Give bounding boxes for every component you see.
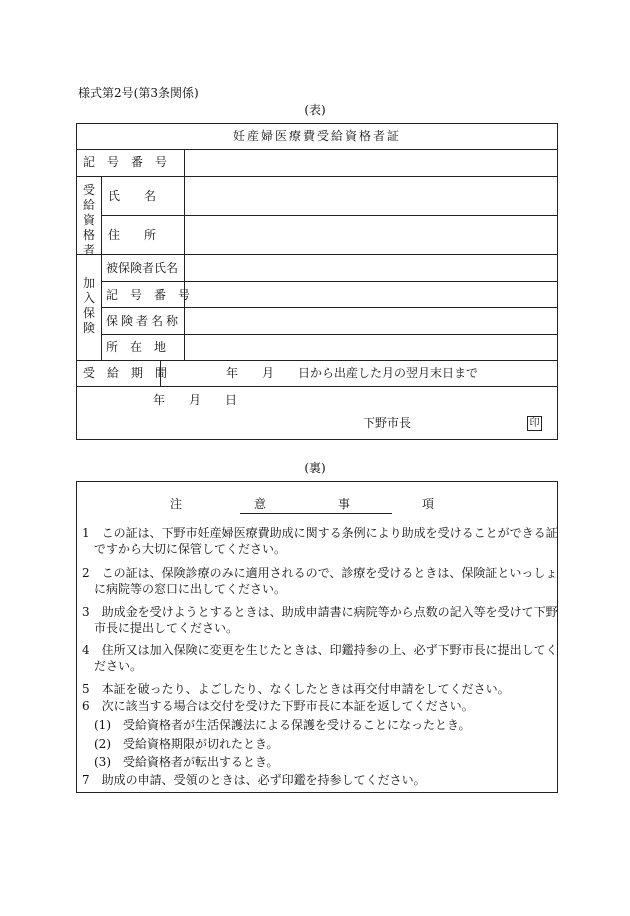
note-line: 7 助成の申請、受領のときは、必ず印鑑を持参してください。 (82, 773, 426, 787)
insurer-name-label: 保険者名称 (106, 314, 182, 328)
seal-stamp: 印 (527, 416, 542, 431)
note-line: (1) 受給資格者が生活保護法による保護を受けることになったとき。 (82, 718, 471, 732)
note-line: (3) 受給資格者が転出するとき。 (82, 755, 279, 769)
period-value: 年 月 日から出産した月の翌月末日まで (226, 366, 479, 380)
issuer-name: 下野市長 (363, 416, 412, 430)
insurance-group-label: 加入保険 (82, 276, 95, 335)
card-title: 妊産婦医療費受給資格者証 (232, 129, 401, 143)
note-line: 5 本証を破ったり、よごしたり、なくしたときは再交付申請をしてください。 (82, 682, 510, 696)
note-line: 1 この証は、下野市妊産婦医療費助成に関する条例により助成を受けることができる証 (82, 526, 558, 540)
location-label: 所 在 地 (106, 340, 167, 354)
note-line: 市長に提出してください。 (82, 621, 239, 635)
note-line: ださい。 (82, 659, 143, 673)
note-line: 4 住所又は加入保険に変更を生じたときは、印鑑持参の上、必ず下野市長に提出してく (82, 643, 558, 657)
note-line: 6 次に該当する場合は交付を受けた下野市長に本証を返してください。 (82, 699, 474, 713)
issue-date: 年 月 日 (153, 393, 238, 407)
note-line: (2) 受給資格期限が切れたとき。 (82, 737, 279, 751)
recipient-name-label: 氏 名 (108, 189, 157, 203)
note-line: 2 この証は、保険診療のみに適用されるので、診療を受けるときは、保険証といっしょ (82, 566, 558, 580)
recipient-address-label: 住 所 (108, 228, 157, 242)
period-label: 受 給 期 間 (83, 366, 168, 380)
code-number-label: 記 号 番 号 (83, 155, 168, 169)
note-line: に病院等の窓口に出してください。 (82, 582, 287, 596)
back-label: (裏) (304, 461, 326, 475)
front-label: (表) (304, 103, 326, 117)
note-line: ですから大切に保管してください。 (82, 542, 287, 556)
note-line: 3 助成金を受けようとするときは、助成申請書に病院等から点数の記入等を受けて下野 (82, 605, 558, 619)
notes-title: 注 意 事 項 (169, 497, 464, 511)
insured-name-label: 被保険者氏名 (106, 261, 179, 275)
insurance-code-label: 記 号 番 号 (106, 288, 191, 302)
form-number: 様式第2号(第3条関係) (78, 86, 199, 100)
recipient-group-label: 受給資格者 (82, 183, 95, 257)
